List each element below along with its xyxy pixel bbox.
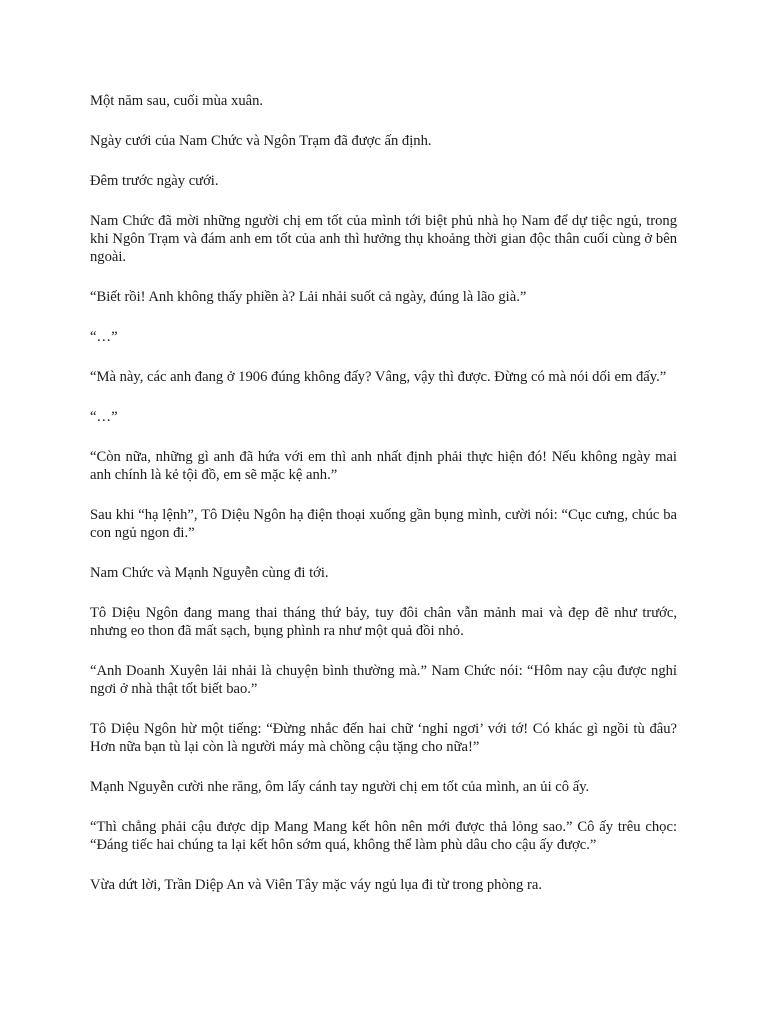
paragraph-1: Một năm sau, cuối mùa xuân. bbox=[90, 93, 264, 109]
document-page bbox=[90, 92, 677, 916]
paragraph-12: Tô Diệu Ngôn đang mang thai tháng thứ bảy, tuy đôi chân vẫn mảnh mai và đẹp đẽ như trước, nhưng eo thon đã mất sạch, bụng phình ra như một quả đồi nhỏ. bbox=[90, 605, 677, 639]
paragraph-17: Vừa dứt lời, Trần Diệp An và Viên Tây mặc váy ngủ lụa đi từ trong phòng ra. bbox=[90, 877, 542, 893]
paragraph-15: Mạnh Nguyễn cười nhe răng, ôm lấy cánh tay người chị em tốt của mình, an ủi cô ấy. bbox=[90, 779, 590, 795]
paragraph-6: “…” bbox=[90, 329, 118, 345]
paragraph-16: “Thì chẳng phải cậu được dịp Mang Mang kết hôn nên mới được thả lỏng sao.” Cô ấy trêu chọc: “Đáng tiếc hai chúng ta lại kết hôn sớm quá, không thể làm phù dâu cho cậu ấy được.” bbox=[90, 819, 677, 853]
paragraph-14: Tô Diệu Ngôn hừ một tiếng: “Đừng nhắc đến hai chữ ‘nghỉ ngơi’ với tớ! Có khác gì ngồi tù đâu? Hơn nữa bạn tù lại còn là người máy mà chồng cậu tặng cho nữa!” bbox=[90, 721, 677, 755]
paragraph-9: “Còn nữa, những gì anh đã hứa với em thì anh nhất định phải thực hiện đó! Nếu không ngày mai anh chính là kẻ tội đồ, em sẽ mặc kệ anh.” bbox=[90, 449, 677, 483]
paragraph-2: Ngày cưới của Nam Chức và Ngôn Trạm đã được ấn định. bbox=[90, 133, 432, 149]
paragraph-8: “…” bbox=[90, 409, 118, 425]
paragraph-7: “Mà này, các anh đang ở 1906 đúng không đấy? Vâng, vậy thì được. Đừng có mà nói dối em đấy.” bbox=[90, 369, 667, 385]
paragraph-13: “Anh Doanh Xuyên lải nhải là chuyện bình thường mà.” Nam Chức nói: “Hôm nay cậu được nghỉ ngơi ở nhà thật tốt biết bao.” bbox=[90, 663, 677, 697]
paragraph-5: “Biết rồi! Anh không thấy phiền à? Lải nhải suốt cả ngày, đúng là lão già.” bbox=[90, 289, 527, 305]
paragraph-11: Nam Chức và Mạnh Nguyễn cùng đi tới. bbox=[90, 565, 329, 581]
paragraph-10: Sau khi “hạ lệnh”, Tô Diệu Ngôn hạ điện thoại xuống gần bụng mình, cười nói: “Cục cưng, chúc ba con ngủ ngon đi.” bbox=[90, 507, 677, 541]
paragraph-4: Nam Chức đã mời những người chị em tốt của mình tới biệt phủ nhà họ Nam để dự tiệc ngủ, trong khi Ngôn Trạm và đám anh em tốt của anh thì hưởng thụ khoảng thời gian độc thân cuối cùng ở bên ngoài. bbox=[90, 213, 677, 265]
paragraph-3: Đêm trước ngày cưới. bbox=[90, 173, 219, 189]
